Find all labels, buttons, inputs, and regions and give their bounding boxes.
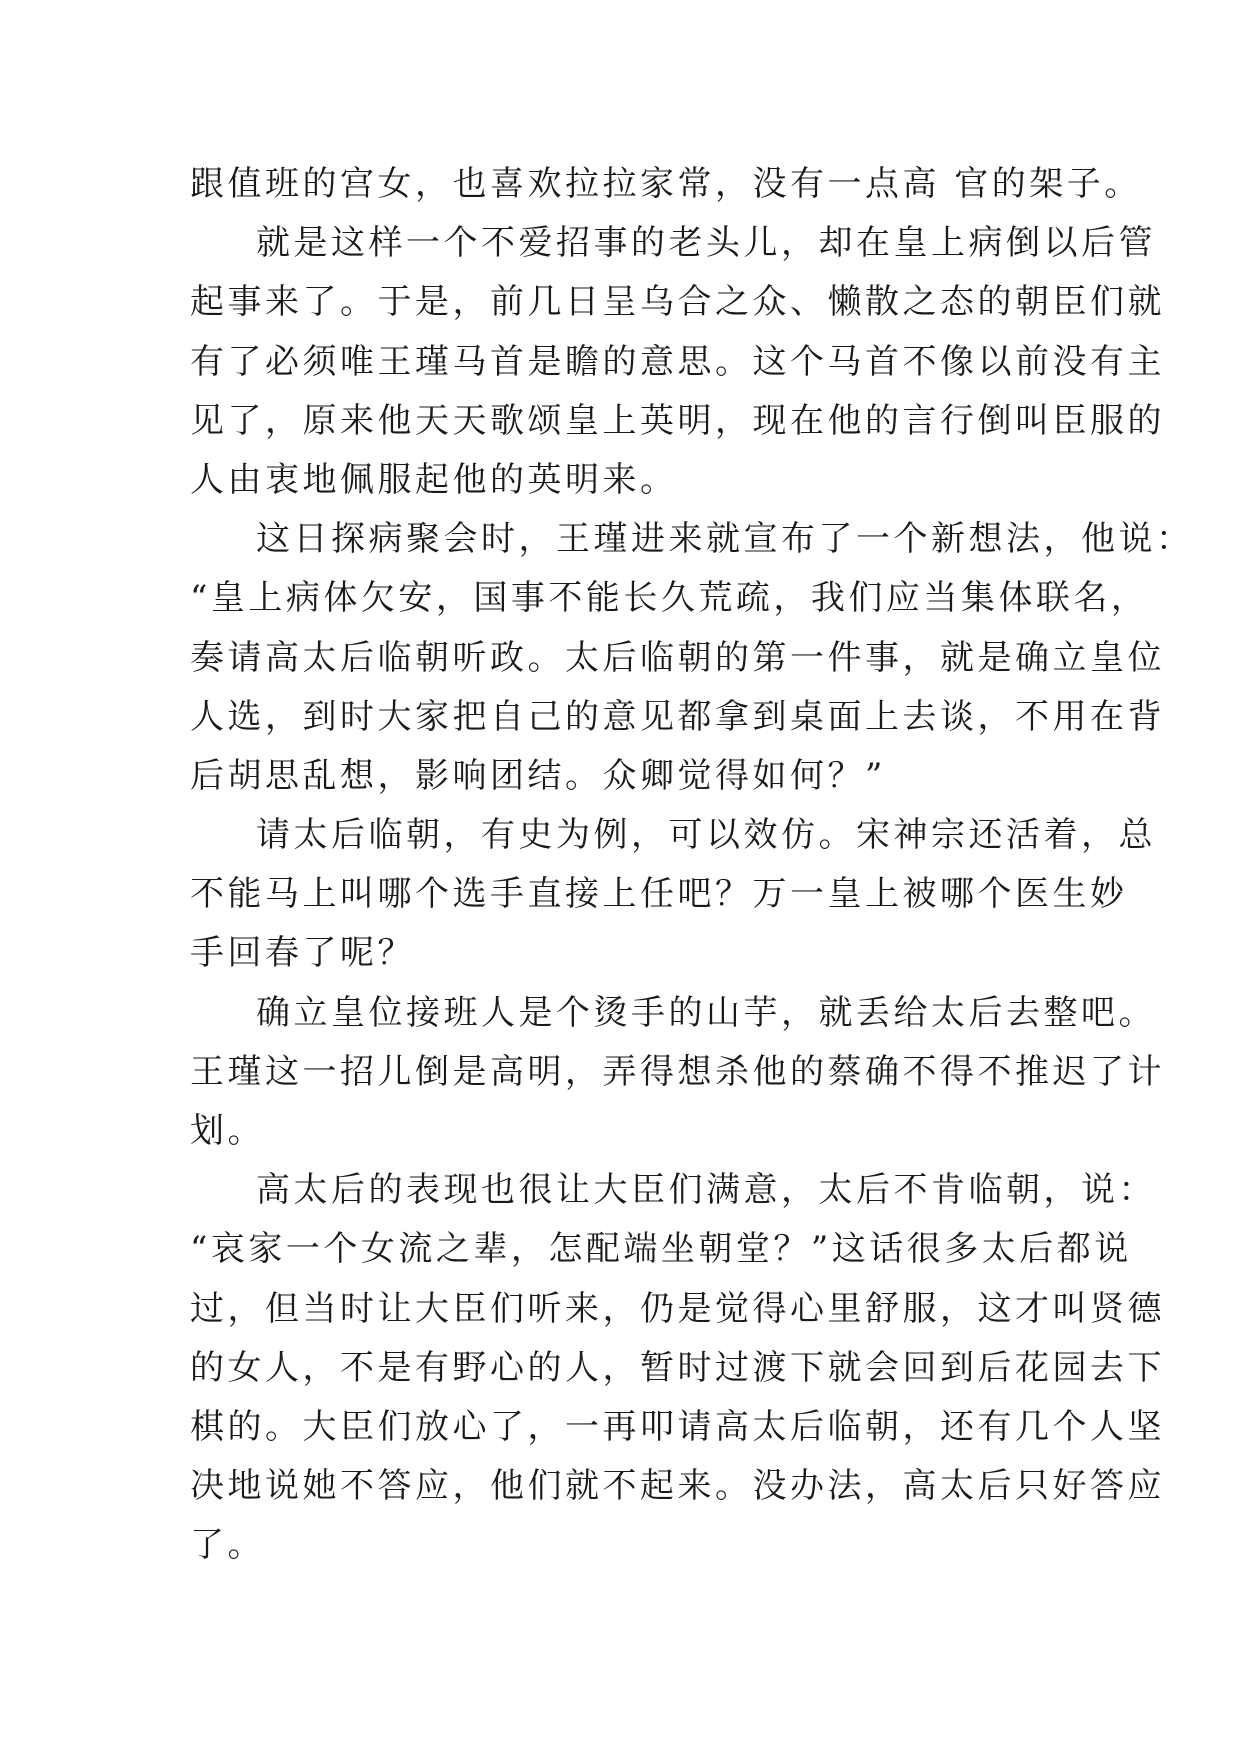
text-line: 棋的。大臣们放心了，一再叩请高太后临朝，还有几个人坚 (190, 1406, 1165, 1447)
text-line: 跟值班的宫女，也喜欢拉拉家常，没有一点高 官的架子。 (190, 164, 1142, 204)
text-line: 王瑾这一招儿倒是高明，弄得想杀他的蔡确不得不推迟了计 (190, 1051, 1165, 1092)
text-line: 就是这样一个不爱招事的老头儿，却在皇上病倒以后管 (256, 223, 1156, 264)
text-line: 后胡思乱想，影响团结。众卿觉得如何？” (190, 755, 886, 796)
text-line: 了。 (190, 1525, 265, 1566)
text-line: 请太后临朝，有史为例，可以效仿。宋神宗还活着，总 (256, 815, 1156, 856)
text-line: “哀家一个女流之辈，怎配端坐朝堂？”这话很多太后都说 (190, 1229, 1132, 1270)
text-line: 手回春了呢？ (190, 933, 415, 974)
text-line: “皇上病体欠安，国事不能长久荒疏，我们应当集体联名， (190, 578, 1149, 619)
text-line: 见了，原来他天天歌颂皇上英明，现在他的言行倒叫臣服的 (190, 400, 1165, 441)
text-line: 过，但当时让大臣们听来，仍是觉得心里舒服，这才叫贤德 (190, 1288, 1165, 1329)
body-text (190, 155, 1194, 1576)
text-line: 高太后的表现也很让大臣们满意，太后不肯临朝，说： (256, 1170, 1156, 1211)
text-line: 这日探病聚会时，王瑾进来就宣布了一个新想法，他说： (256, 519, 1194, 560)
text-line: 奏请高太后临朝听政。太后临朝的第一件事，就是确立皇位 (190, 637, 1165, 678)
text-line: 不能马上叫哪个选手直接上任吧？万一皇上被哪个医生妙 (190, 874, 1128, 915)
text-line: 决地说她不答应，他们就不起来。没办法，高太后只好答应 (190, 1466, 1165, 1507)
text-line: 划。 (190, 1111, 265, 1151)
text-line: 人由衷地佩服起他的英明来。 (190, 459, 678, 500)
text-line: 确立皇位接班人是个烫手的山芋，就丢给太后去整吧。 (256, 992, 1156, 1033)
text-line: 有了必须唯王瑾马首是瞻的意思。这个马首不像以前没有主 (190, 341, 1165, 382)
text-line: 人选，到时大家把自己的意见都拿到桌面上去谈，不用在背 (190, 696, 1165, 737)
text-line: 的女人，不是有野心的人，暂时过渡下就会回到后花园去下 (190, 1347, 1165, 1388)
text-line: 起事来了。于是，前几日呈乌合之众、懒散之态的朝臣们就 (190, 282, 1165, 323)
